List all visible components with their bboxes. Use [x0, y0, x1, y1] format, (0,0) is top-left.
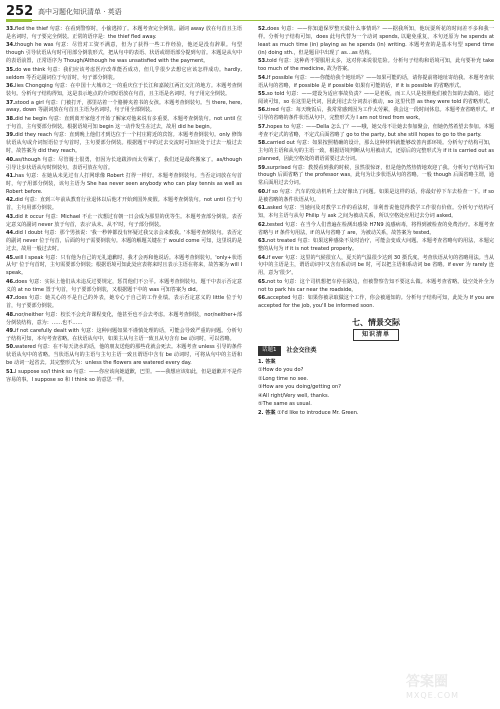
answer-item	[258, 58, 494, 74]
site-watermark-logo	[406, 671, 496, 707]
item-number: 38.	[6, 115, 16, 122]
page-header	[0, 0, 500, 26]
item-text: tested 句意：在当今人们普遍在检测出感染 H7N9 流感病毒，将得到被检查的免费治疗。本题考查省略与 if 条件句用法，if 的从句省略了 are，为被动关系，故答案为 tested。	[258, 221, 494, 236]
item-number: 51.	[6, 368, 16, 375]
answer-line: ②Long time no see.	[258, 375, 309, 382]
item-number: 66.	[258, 295, 268, 302]
item-text: will I speak 句意：只有他为自己的无礼道歉时，我才会再和他说话。本题考查倒装句。'only+状语从句' 位于句首时，主句需要部分倒装；根据语境可知此处应表将来时且表示主语在将来，故答案为 will I speak。	[6, 254, 242, 277]
item-number: 49.	[6, 328, 16, 335]
right-column	[258, 26, 494, 418]
answer2-text: ①I'd like to introduce Mr. Green.	[277, 409, 359, 416]
left-column	[6, 26, 242, 385]
watermark-top: 答案圈	[406, 674, 448, 690]
item-text: hopes to 句意：——Della 怎么了？——哦，她父母不让她去参加聚会，但她仍然希望去参加。本题考查不定式的省略，不定式后面省略了 go to the party, but she still hopes to go to the party.	[258, 123, 494, 138]
item-text: did 句意：直到三年前从教育行业退休以后他才开始到国外度假。本题考查倒装句。not until 位于句首，主句用部分倒装。	[6, 197, 242, 212]
item-number: 53.	[258, 58, 268, 65]
item-text: does 句意：她关心的不是自己的外表，她专心于自己的工作业绩。表示否定意义的 little 位于句首，句子要部分倒装。	[6, 295, 242, 310]
item-number: 44.	[6, 230, 16, 237]
page-number: 252	[6, 4, 34, 19]
item-number: 37.	[6, 99, 16, 106]
answer-item	[258, 238, 494, 254]
item-text: does 句意：实际上他们从未违反过要规定，惩罚他们不公平。本题考查倒装句。题干中表示否定意义的 at no time 置于句首，句子要部分倒装，又根据题干中的 was 可知答案为 did。	[6, 278, 242, 293]
item-number: 48.	[6, 311, 16, 318]
answer-item	[258, 279, 494, 295]
item-text: nor/neither 句意：校长不会允许课程变化，他甚至也不会去考虑。本题考查倒装，nor/neither+部分倒装结构，意为：……也不……	[6, 311, 242, 326]
answer-line: ①How do you do?	[258, 367, 304, 374]
answer-item	[258, 91, 494, 107]
item-text: I suppose so/I think so 句意：——你应该向她道歉，巴里。——我想应该如此，但是道歉并不是件容易的事。I suppose so 和 I think so 的意思一样。	[6, 368, 242, 383]
item-text: If so 句意：汽车的发动机听上去好像出了问题。如果是这样的话，你最好停下车去检查一下。if so 是被省略的条件状语从句。	[258, 188, 494, 203]
answer-item	[6, 255, 242, 279]
item-text: watered 句意：在不每天浇水的话，他的朋友送他的那些花就会死去。本题考查 unless 引导的条件状语从句中的省略。当状语从句的主语与主句主语一致且谓语中含有 be 动词时，可将从句中的主语和 be 动词一起省去。其完整形式为：unless the flowers are watered every day.	[6, 344, 242, 367]
answer-item	[258, 140, 494, 164]
item-number: 61.	[258, 205, 268, 212]
watermark-bottom: MXQE.COM	[406, 691, 460, 700]
answer-item	[6, 116, 242, 132]
item-number: 47.	[6, 295, 16, 302]
answer-item	[6, 279, 242, 295]
item-number: 43.	[6, 213, 16, 220]
answer-item	[6, 328, 242, 344]
item-number: 45.	[6, 254, 16, 261]
answer-item	[258, 75, 494, 91]
answer-item	[6, 295, 242, 311]
item-number: 42.	[6, 197, 16, 204]
item-text: not to 句意：这个司机想把车停在路边，但被警察告知不要这么做。本题考查省略。设空处补全为 not to park his car near the roadside。	[258, 278, 494, 293]
item-number: 39.	[6, 132, 16, 139]
answer-item	[6, 157, 242, 173]
answer-item	[258, 205, 494, 221]
topic-row	[258, 346, 494, 356]
answer-line: ⑤The same as usual.	[258, 401, 312, 408]
answer-item	[6, 26, 242, 42]
answer-item	[6, 197, 242, 213]
item-number: 58.	[258, 140, 268, 147]
item-text: though he was 句意：尽管对工资不满意，但为了获得一些工作经验，他还是没有辞职。句型 though 引导状语从句时可用部分倒装形式，把从句中的表语、状语或谓语部分提到句首。本题是从句中的表语前置，正常语序为 Though/Although he was unsatisfied with the payment。	[6, 42, 242, 65]
item-number: 63.	[258, 238, 268, 245]
answer-item	[6, 230, 242, 254]
item-number: 62.	[258, 221, 268, 228]
item-text: stood a girl 句意：门被打开，那里站着一个胳膊夹着书的女孩。本题考查倒装句。当 there, here, away, down 等副词放在句首且主语为名词时，句子用全部倒装。	[6, 99, 242, 114]
item-text: does 句意：——你知道保罗整天做什么事情吗？——据我所知，他玩耍所花的时间差不多和我一样。分析句子结构可知，does 此句代替为一个动词 spends, 以避免重复，本句还原为 he spends at least as much time (in) playing as he spends (in) writing. 本题考查的是基本句型 spend time (in) doing sth.，但是题目中出现了 as…as 结构。	[258, 26, 494, 56]
item-number: 64.	[258, 254, 268, 261]
answer-item	[258, 189, 494, 205]
book-title: 高中习题化知识清单 · 英语	[38, 8, 122, 16]
item-text: has 句意：在她从未见过有人打网球像 Robert 打得一样好。本题考查倒装句。当否定词放在句首时，句子用部分倒装，该句主语为 She has never seen anybody who can play tennis as well as Robert before.	[6, 173, 242, 195]
section-title: 七、情景交际	[352, 318, 400, 328]
item-text: did I doubt 句意：那个男孩说：'我一秒钟都没有怀疑过我父亲会来救我。'本题考查倒装句。表否定的副词 never 位于句首，后面的句子需要倒装句。本题的解题关键在于 would come 可知，这里说的是过去，故用一般过去时。	[6, 230, 242, 252]
item-text: if not carefully dealt with 句意：这种问题如果不谨慎处理的话，可能会导致严重的问题。分析句子结构可知，本句考查省略。在状语从句中，如果主从句主语一致且从句含有 be 动词时，可以省略。	[6, 328, 242, 342]
item-text: surprised 句意：教授看到我的时候，虽然很惊讶，但是他仍然热情地欢迎了我。分析句子结构可知 though 后面省略了 the professor was，此句为让步状语从句的省略。一般 though 后面省略主谓，通常后面用过去分词。	[258, 164, 494, 187]
item-number: 59.	[258, 164, 268, 171]
item-text: if ever 句意：这里的气候很宜人，夏天的气温很少达到 30 摄氏度。考查状语从句的省略用法。当从句中的主语是主，谓语动词中又含有系动词 be 时，可以把主语和系动词 be 省略。if ever 为 rarely 连用，意为'很少'。	[258, 254, 494, 277]
header-rule	[6, 20, 494, 21]
answers-heading: 1. 答案	[258, 358, 276, 365]
answer-item	[6, 214, 242, 230]
answer-item	[258, 124, 494, 140]
item-number: 33.	[6, 26, 16, 32]
answer-item	[258, 165, 494, 189]
item-text: fled the thief 句意：在看到警察时，小偷逃掉了。本题考查完全倒装。副词 away 放在句首且主语是名词时，句子要完全倒装。正常的语序是：the thief fled away.	[6, 26, 242, 40]
answer-line: ④All right/Very well, thanks.	[258, 392, 330, 399]
item-number: 52.	[258, 26, 268, 32]
item-number: 55.	[258, 91, 268, 98]
item-text: did they reach 句意：直到晚上他们才到达位于一个村庄附近的宾馆。本题考查倒装句。only 修饰状语从句或介词短语位于句首时，主句要部分倒装。根据题干中的过去交流时可知应处于过去一般过去时，故答案为 did they reach。	[6, 132, 242, 155]
answers2-heading: 2. 答案	[258, 409, 276, 416]
answer-line: ③How are you doing/getting on?	[258, 384, 341, 391]
item-text: asked 句意：当她问及对教学工作的看法时，菲利普说他觉得教学工作很有价值。分析句子结构可知，本句主语与从句 Philip 与 ask 之间为被动关系，所以空格处应用过去分词 asked。	[258, 205, 494, 220]
item-text: If possible 句意：——你能给我个地址吗？——如果可能的话，请你提前将地址寄给我。本题考查状语从句的省略，if possible 是 if possible 如果有可能的话，if it is possible 的省略形式。	[258, 74, 494, 89]
item-text: told 句意：这种药不要服用太多，这对你来说很危险。分析句子结构和语境可知，此句要补充 take too much of the medicine, 故为答案。	[258, 58, 494, 73]
answer-item	[258, 26, 494, 58]
answer-item	[258, 107, 494, 123]
answer-item	[258, 255, 494, 279]
right-column-items	[258, 26, 494, 311]
item-number: 34.	[6, 42, 16, 49]
item-text: did it occur 句意：Michael 不止一次想过有朝一日会成为那里的优等生。本题考查部分倒装。表否定意义的副词 never 放于句首，表示'从未、从不'时，句子部分倒装。	[6, 213, 242, 228]
answer-item	[6, 312, 242, 328]
item-number: 41.	[6, 173, 16, 180]
item-text: as/though 句意：尽管骑士很勇，但因为长途跋涉而太劳累了，我们还是最终搬家了。as/though 引导让步状语从句时倒装句，表语可放在句首。	[6, 156, 242, 171]
topic-text: 社会交往类	[286, 346, 317, 354]
item-text: did he begin 句意：直到离开家他才开始了解家对他来说有多重要。本题考查倒装句。not until 位于句首，主句要部分倒装。根据语境可知 begin 这一动作发生在过去，故用 did he begin。	[6, 115, 242, 130]
item-number: 40.	[6, 156, 16, 163]
item-number: 35.	[6, 66, 16, 73]
item-text: so told 句意：——建设为适应事故负责？——是老板，而工人只是按照他们被告知的去做的。通过阅读可知，so 在这里是代词，因此用过去分词表示被动，so 这里代替 as they were told 的省略形式。	[258, 91, 494, 105]
item-number: 65.	[258, 278, 268, 285]
item-number: 60.	[258, 188, 268, 195]
answer-item	[6, 132, 242, 156]
answer-item	[6, 344, 242, 368]
item-text: lies Chongqing 句意：在中国十大城市之一的重庆位于长江和嘉陵江两江交汇的地方。本题考查倒装句。分析句子结构得知，这是表示地点的介词短语放在句首，且主语是名词时，句子用完全倒装。	[6, 83, 242, 98]
answer-item	[6, 42, 242, 66]
answer-item	[6, 83, 242, 99]
item-text: not treated 句意：如果这种感染不及时治疗，可能会变成大问题。本题考查省略句的用法，本题完整的从句为 if it is not treated properly。	[258, 238, 494, 252]
item-number: 57.	[258, 123, 268, 130]
item-number: 56.	[258, 107, 268, 114]
item-text: do we think 句意：我们应该考虑医疗改革能否成功，但几乎很少去想它应该怎样成功。hardly, seldom 等否定副词位于句首时，句子部分倒装。	[6, 66, 242, 81]
item-text: accepted 句意：如果你被录取做这个工作，你会被通知的。分析句子结构可知，此处为 If you are accepted for the job, you'll be informed soon.	[258, 295, 494, 310]
item-number: 54.	[258, 74, 268, 81]
topic-label: 话题1	[258, 346, 281, 356]
answer-item	[6, 173, 242, 197]
answer-item	[258, 222, 494, 238]
answer-item	[6, 67, 242, 83]
section-subtitle-tag: 知识清单	[353, 329, 399, 341]
item-number: 50.	[6, 344, 16, 351]
answer-item	[258, 295, 494, 311]
item-text: tired 句意：每天晚饭后，我常常感到因为工作太劳累，我会这一段时间休息。本题考查省略形式。if 引导的省略的条件状语从句中，完整形式为 I am not tired from work。	[258, 107, 494, 122]
item-number: 46.	[6, 278, 16, 285]
item-text: carried out 句意：如果按照精确的设计，那么这种材料就能够改善内部环境。分析句子结构可知，主句的主语和从句的主语一致，根据语境判断从句用被动式，还原后的完整形式为 if it is carried out as planned，因此空格处的谓语需要过去分词。	[258, 140, 494, 163]
answer-item	[6, 100, 242, 116]
answer-item	[6, 369, 242, 385]
item-number: 36.	[6, 83, 16, 90]
